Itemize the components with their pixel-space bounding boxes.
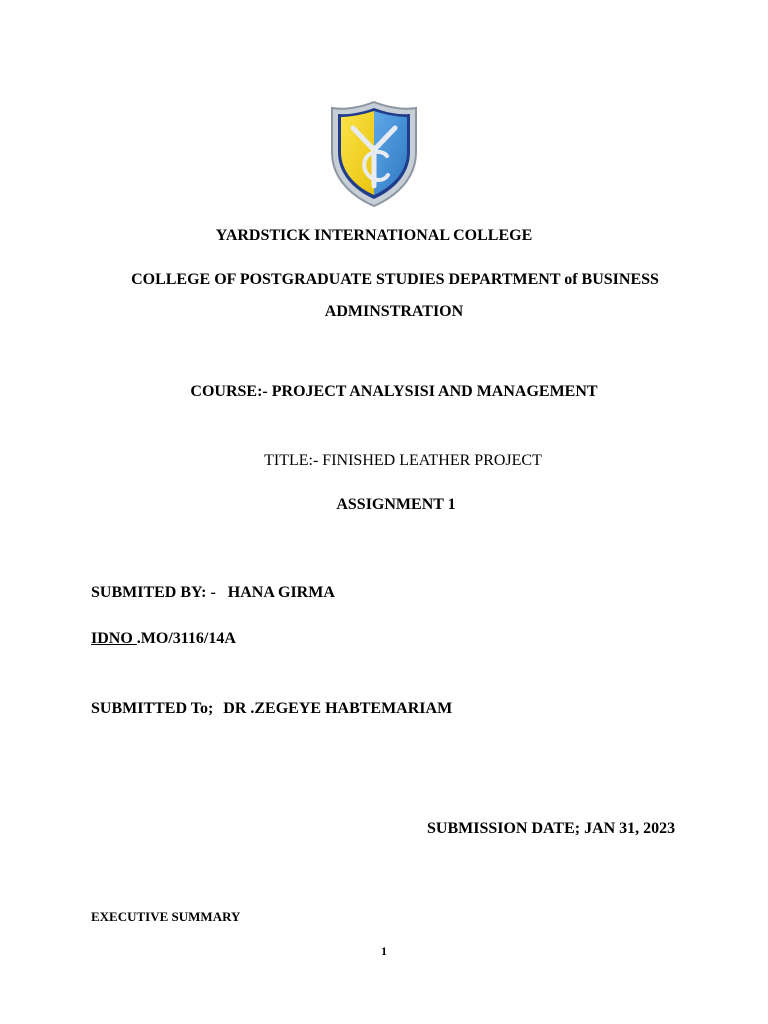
page-number: 1 (381, 944, 387, 958)
idno-line (91, 629, 236, 649)
section-heading: EXECUTIVE SUMMARY (91, 909, 241, 924)
college-name: YARDSTICK INTERNATIONAL COLLEGE (215, 227, 533, 244)
course-line: COURSE:- PROJECT ANALYSISI AND MANAGEMENT (190, 383, 598, 400)
submitted-by-line (91, 583, 335, 603)
submitted-to-line (91, 699, 452, 719)
department-line-1: COLLEGE OF POSTGRADUATE STUDIES DEPARTMENT of BUSINESS (131, 271, 659, 288)
college-crest-logo (329, 100, 419, 208)
submission-date: SUBMISSION DATE; JAN 31, 2023 (427, 820, 676, 837)
assignment-heading: ASSIGNMENT 1 (336, 496, 456, 513)
submitted-to-name: DR .ZEGEYE HABTEMARIAM (223, 700, 453, 717)
submitted-by-name: HANA GIRMA (227, 584, 335, 601)
submitted-by-label: SUBMITED BY: - (91, 584, 216, 601)
submitted-to-label: SUBMITTED To; (91, 700, 214, 717)
department-line-2: ADMINSTRATION (324, 303, 464, 320)
idno-label: IDNO (91, 630, 137, 647)
title-line: TITLE:- FINISHED LEATHER PROJECT (264, 452, 542, 469)
idno-value: .MO/3116/14A (136, 630, 236, 647)
